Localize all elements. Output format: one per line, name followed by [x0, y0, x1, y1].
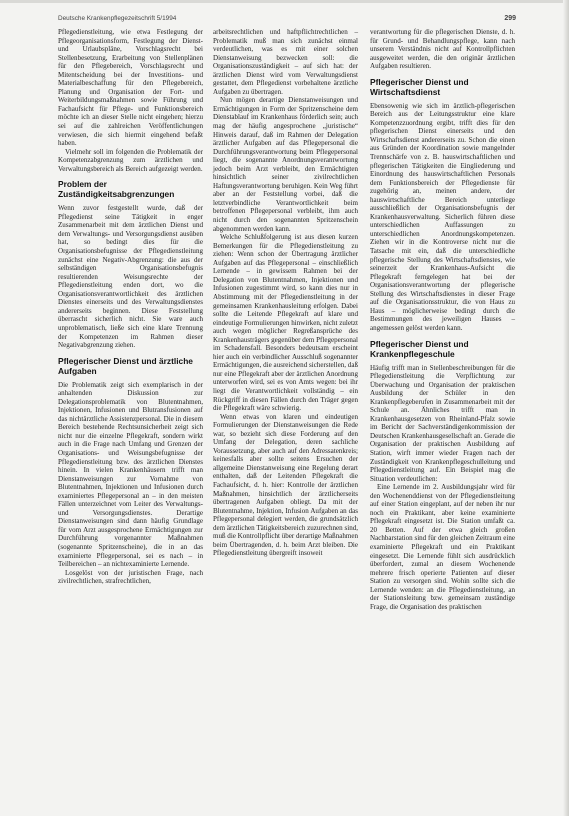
paragraph: Nun mögen derartige Dienstanweisungen und Ermächtigungen in Form der Spritzenscheine dem Dienstablauf im Krankenhaus förderlich sein; auch mag der häufig angesprochene „juristische“ Hinweis darauf, daß im Rahmen der Delegation ärztlicher Aufgaben auf das Pflegepersonal die Durchführungsverantwortung beim Pflegepersonal liegt, die sogenannte Anordnungsverantwortung jedoch beim Arzt verbleibt, den Ermächtigten hinsichtlich seiner zivilrechtlichen Haftungsverantwortung beruhigen. Kein Weg führt aber an der Feststellung vorbei, daß die letztverbindliche Verantwortlichkeit beim betroffenen Pflegepersonal verbleibt, ihm auch nicht durch den sogenannten Spritzenschein abgenommen werden kann.	[213, 96, 358, 233]
paragraph: Losgelöst von der juristischen Frage, nach zivilrechtlichen, strafrechtlichen,	[58, 568, 203, 586]
section-heading: Pflegerischer Dienst und Krankenpflegeschule	[370, 338, 469, 359]
paragraph: arbeitsrechtlichen und haftpflichtrechtlichen – Problematik muß man sich zunächst einmal verdeutlichen, was es mit einer solchen Dienstanweisung bezwecken soll: die Organisationszuständigkeit – auf sich hat: der ärztlichen Dienst wird vom Verwaltungsdienst gestattet, dem Pflegedienst vorbehaltene ärztliche Aufgaben zu übertragen.	[213, 28, 358, 96]
paragraph: Wenn zuvor festgestellt wurde, daß der Pflegedienst seine Tätigkeit in enger Zusammenarbeit mit dem ärztlichen Dienst und dem Verwaltungs- und Versorgungsdienst ausüben hat, so bedingt dies für die Organisationsbefugnisse der Pflegedienstleitung zunächst eine Negativ-Abgrenzung: die aus der selbständigen Organisationsbefugnis resultierenden Weisungsrechte der Pflegedienstleitung enden dort, wo die Organisationsverantwortlichkeit des ärztlichen Dienstes einerseits und des Verwaltungsdienstes andererseits beginnen. Diese Feststellung überrascht sicherlich nicht. Sie ware auch unproblematisch, ließe sich eine klare Trennung der Kompetenzen im Rahmen dieser Negativabgrenzung ziehen.	[58, 204, 203, 350]
page-number: 299	[504, 15, 516, 22]
paragraph: Wenn etwas von klaren und eindeutigen Formulierungen der Dienstanweisungen die Rede war, so bezieht sich diese Forderung auf den Umfang der Delegation, deren sachliche Voraussetzung, aber auch auf den Adressatenkreis; keinesfalls aber sollte seitens Ersuchen der allgemeine Dienstanweisung eine Regelung derart enthalten, daß der Leitenden Pflegekraft die Fachaufsicht, d. h. hier: Kontrolle der ärztlichen Maßnahmen, hinsichtlich der ärztlicherseits übertragenen Aufgaben obliegt. Da mit der Blutentnahme, Injektion, Infusion Aufgaben an das Pflegepersonal delegiert werden, die grundsätzlich dem ärztlichen Tätigkeitsbereich zuzurechnen sind, muß die Kontrollpflicht über derartige Maßnahmen beim Übertragenden, d. h. beim Arzt bleiben. Die Pflegedienstleitung übergreift insoweit	[213, 412, 359, 558]
section-heading: Problem der Zuständigkeitsabgrenzungen	[58, 179, 175, 200]
paragraph: Vielmehr soll im folgenden die Problematik der Kompetenzabgrenzung zum ärztlichen und Verwaltungsbereich als Bereich aufgezeigt werden.	[58, 147, 203, 173]
paragraph: Welche Schlußfolgerung ist aus diesen kurzen Bemerkungen für die Pflegedienstleitung zu ziehen: Wenn schon der Übertragung ärztlicher Aufgaben auf das Pflegepersonal – einschließlich Lernende – in gewissem Rahmen bei der Delegation von Blutentnahmen, Injektionen und Infusionen zugestimmt wird, so kann dies nur in Abstimmung mit der Pflegedienstleitung in der gemeinsamen Krankenhausleitung erfolgen. Dabei sollte die Leitende Pflegekraft auf klare und eindeutige Formulierungen hinwirken, nicht zuletzt auch wegen möglicher Regreßansprüche des Krankenhausträgers gegenüber dem Pflegepersonal im Schadensfall. Besonders bedeutsam erscheint hier auch ein verbindlicher Ausschluß sogenannter Ermächtigungen, die ausreichend sicherstellen, daß nur eine Pflegekraft aber der ärztlichen Anordnung unterworfen wird, sei es von Amts wegen: bei ihr liegt die Verantwortlichkeit vollständig – ein Rückgriff in diesen Fällen durch den Träger gegen die Pflegekraft wäre schwierig.	[213, 233, 359, 413]
scan-shadow	[563, 0, 569, 816]
paragraph: Häufig trifft man in Stellenbeschreibungen für die Pflegedienstleitung die Verpflichtung zur Überwachung und Organisation der praktischen Ausbildung der Schüler in den Krankenpflegeberufen in Zusammenarbeit mit der Schule an. Ähnliches trifft man in Krankenhausgesetzen von Rheinland-Pfalz sowie im Bericht der Sachverständigenkommission der Deutschen Krankenhausgesellschaft an. Gerade die Organisation der praktischen Ausbildung auf Station, wirft immer wieder Fragen nach der Zuständigkeit von Krankenpflegeschulleitung und Pflegedienstleitung auf. Ein Beispiel mag die Situation verdeutlichen:	[370, 363, 515, 483]
paragraph: Eine Lernende im 2. Ausbildungsjahr wird für den Wochenenddienst von der Pflegedienstleitung auf einer Station eingeplant, auf der neben ihr nur noch ein Praktikant, aber keine examinierte Pflegekraft eingesetzt ist. Die Station umfaßt ca. 20 Betten. Auf der etwa gleich großen Nachbarstation sind für den gleichen Zeitraum eine examinierte Pflegekraft und ein Praktikant eingesetzt. Die Lernende fühlt sich ausdrücklich überfordert, zumal an diesem Wochenende mehrere frisch operierte Patienten auf dieser Station zu versorgen sind. Wohin sollte sich die Lernende wenden: an die Pflegedienstleitung, an der Stationsleitung bzw. gemeinsam zuständige Frage, die Organisation des praktischen	[370, 483, 515, 611]
running-head: Deutsche Krankenpflegezeitschrift 5/1994	[58, 15, 177, 22]
scan-edge	[0, 0, 569, 3]
page-header	[58, 15, 516, 25]
section-heading: Pflegerischer Dienst und ärztliche Aufgaben	[58, 355, 193, 376]
section-heading: Pflegerischer Dienst und Wirtschaftsdienst	[370, 76, 469, 97]
paragraph: Pflegedienstleitung, wie etwa Festlegung der Pflegeorganisationsform, Festlegung der Dienst- und Urlaubspläne, Vorschlagsrecht bei Stellenbesetzung, Erarbeitung von Stellenplänen für den Pflegebereich, Vorschlagsrecht und Mitentscheidung bei der Investitions- und Materialbeschaffung für den Pflegebereich, Planung und Organisation der Fort- und Weiterbildungsmaßnahmen sowie Führung und Fachaufsicht für Pflege- und Funktionsbereich möchte ich an dieser Stelle nicht eingehen; hierzu sei auf die zahlreichen Veröffentlichungen verwiesen, die sich hiermit eingehend befaßt haben.	[58, 28, 203, 148]
paragraph: Die Problematik zeigt sich exemplarisch in der anhaltenden Diskussion zur Delegationsproblematik von Blutentnahmen, Injektionen, Infusionen und Blutransfusionen auf das nichtärztliche Assistenzpersonal. Die in diesem Bereich bestehende Rechtsunsicherheit zeigt sich nicht nur die einzelne Pflegekraft, sondern wirkt auch in die Frage nach Umfang und Grenzen der Organisations- und Weisungsbefugnisse der Pflegedienstleitung bzw. des ärztlichen Dienstes hinein. In vielen Krankenhäusern trifft man Dienstanweisungen zur Vornahme von Blutentnahmen, Injektionen und Infusionen durch examiniertes Pflegepersonal an – in den meisten Fällen unterzeichnet vom Leiter des Verwaltungs- und Versorgungsdienstes. Derartige Dienstanweisungen sind dann häufig Grundlage für vom Arzt ausgesprochene Ermächtigungen zur Durchführung vorgenannter Maßnahmen (sogenannte Spritzenscheine), die in an das examinierte Pflegepersonal, sei es nach – in Teilbereichen – an nichtexaminierte Lernende.	[58, 380, 203, 569]
paragraph: verantwortung für die pflegerischen Dienste, d. h. für Grund- und Behandlungspflege, kann nach unserem Verständnis nicht auf Kontrollpflichten ausgeweitet werden, die den originär ärztlichen Aufgaben resultieren.	[370, 28, 515, 71]
paragraph: Ebensowenig wie sich im ärztlich-pflegerischen Bereich aus der Leitungsstruktur eine klare Kompetenzzuordnung ergibt, trifft dies für den pflegerischen Dienst einerseits und den Wirtschaftsdienst andererseits zu. Schon die einen aus Gründen der Koordination sowie mangelnder Trennschärfe von z. B. hauswirtschaftlichen und pflegerischen Tätigkeiten die Eingliederung und Einordnung des hauswirtschaftlichen Personals dem Funktionsbereich der Pflegedienste für zugehörig an, meinen andere, der hauswirtschaftliche Bereich unterliege ausschließlich der Organisationsbefugnis der Krankenhausverwaltung. Sicherlich führen diese unterschiedlichen Auffassungen zu unterschiedlichen Anordnungskompetenzen. Ziehen wir in die Kontroverse nicht nur die Tatsache mit ein, daß die unterschiedliche pflegerische Stellung des Wirtschaftsdienstes, wie seinerzeit der Krankenhaus-Aufsicht die Pflegekraft ferngelegen hat bei der Organisationsverantwortung der pflegerische Stellung des Wirtschaftsdienstes in dieser Frage auf die Organisationsstruktur, die von Haus zu Haus – möglicherweise bedingt durch die Bestimmungen des jeweiligen Hauses – angemessen gelöst werden kann.	[370, 101, 515, 332]
text-column-1	[58, 28, 203, 586]
text-column-2	[213, 28, 358, 558]
text-column-3	[370, 28, 515, 611]
